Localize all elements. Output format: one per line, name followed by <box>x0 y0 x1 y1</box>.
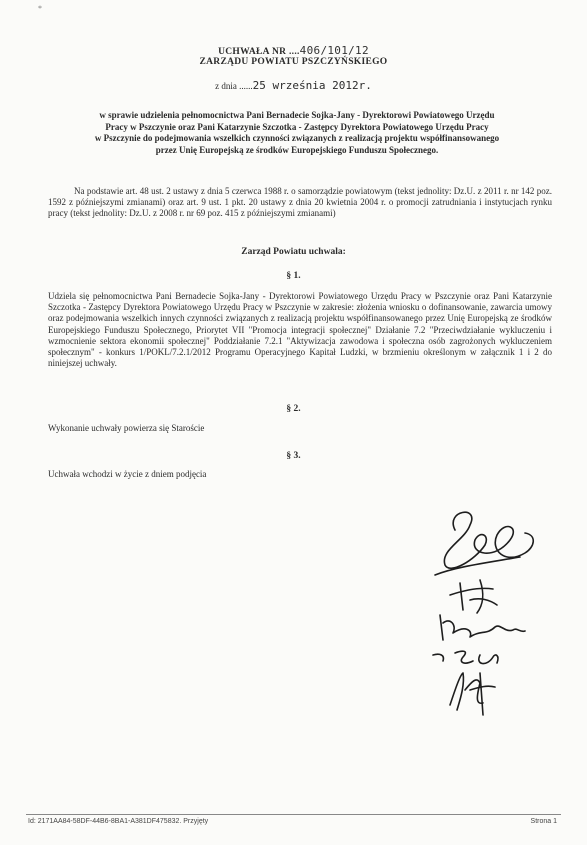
title-dots: .... <box>288 47 300 57</box>
resolves-heading: Zarząd Powiatu uchwala: <box>241 247 346 257</box>
section-3-text: Uchwała wchodzi w życie z dniem podjęcia <box>48 469 207 479</box>
corner-mark: * <box>38 4 42 13</box>
subject-line: w Pszczynie do podejmowania wszelkich czynności związanych z realizacją projektu współfinansowanego <box>94 133 500 143</box>
section-2-text: Wykonanie uchwały powierza się Staroście <box>48 423 205 433</box>
signature-note: z. Zec <box>431 665 435 666</box>
section-2-heading: § 2. <box>286 404 301 414</box>
title-prefix: UCHWAŁA NR <box>218 47 289 57</box>
document-id: Id: 2171AA84-58DF-44B6-8BA1-A381DF475832. Przyjęty <box>28 818 209 825</box>
signature-5 <box>450 673 495 715</box>
resolution-title <box>0 44 587 57</box>
resolution-subject <box>38 110 556 156</box>
date-value: 25 września 2012r. <box>252 79 372 92</box>
signature-2 <box>450 580 497 613</box>
subject-line: Pracy w Pszczynie oraz Pani Katarzynie Szczotka - Zastępcy Dyrektora Powiatowego Urzędu Pracy <box>105 121 489 132</box>
institution-name: ZARZĄDU POWIATU PSZCZYŃSKIEGO <box>199 57 388 67</box>
signature-3 <box>440 615 525 640</box>
section-3-heading: § 3. <box>286 451 301 461</box>
footer-divider <box>26 814 561 815</box>
date-dots: ...... <box>239 81 253 91</box>
date-prefix: z dnia <box>215 81 240 91</box>
resolution-date <box>0 79 587 92</box>
handwritten-signatures <box>425 505 565 725</box>
signature-1 <box>444 512 533 568</box>
resolution-number: 406/101/12 <box>299 44 369 57</box>
section-1-text: Udziela się pełnomocnictwa Pani Bernadecie Sojka-Jany - Dyrektorowi Powiatowego Urzędu Pracy w Pszczynie oraz Pani Katarzynie Szczotka - Zastępcy Dyrektora Powiatowego Urzędu Pracy w Pszczynie w zakresie: złożenia wniosku o dofinansowanie, zawarcia umowy oraz podejmowania wszelkich innych czynności związanych z realizacją projektu współfinansowanego przez Unię Europejską ze środków Europejskiego Funduszu Społecznego, Priorytet VII "Promocja integracji społecznej" Działanie 7.2 "Przeciwdziałanie wykluczeniu i wzmocnienie sektora ekonomii społecznej" Poddziałanie 7.2.1 "Aktywizacja zawodowa i społeczna osób zagrożonych wykluczeniem społecznym" - konkurs 1/POKL/7.2.1/2012 Programu Operacyjnego Kapitał Ludzki, w brzmieniu określonym w załącznik 1 i 2 do niniejszej uchwały. <box>48 291 552 369</box>
signature-4 <box>433 651 498 663</box>
section-1-heading: § 1. <box>286 271 301 281</box>
subject-line: przez Unię Europejską ze środków Europejskiego Funduszu Społecznego. <box>155 144 439 155</box>
signature-1-flourish <box>435 557 520 575</box>
subject-line: w sprawie udzielenia pełnomocnictwa Pani Bernadecie Sojka-Jany - Dyrektorowi Powiatowego Urzędu <box>99 110 495 120</box>
page-number: Strona 1 <box>530 818 557 825</box>
legal-basis: Na podstawie art. 48 ust. 2 ustawy z dnia 5 czerwca 1988 r. o samorządzie powiatowym (tekst jednolity: Dz.U. z 2011 r. nr 142 poz. 1592 z późniejszymi zmianami) oraz art. 9 ust. 1 pkt. 20 ustawy z dnia 20 kwietnia 2004 r. o promocji zatrudniania i instytucjach rynku pracy (tekst jednolity: Dz.U. z 2008 r. nr 69 poz. 415 z późniejszymi zmianami) <box>48 186 552 219</box>
